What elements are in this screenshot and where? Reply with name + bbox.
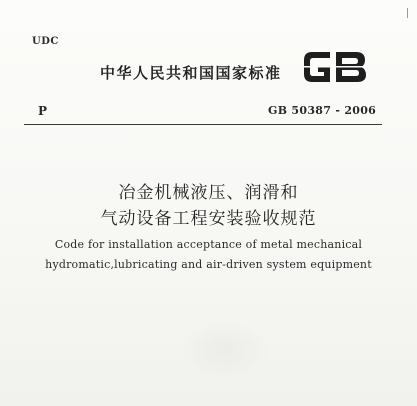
paper-smudge <box>180 320 270 380</box>
classification-code: P <box>38 104 48 118</box>
udc-label: UDC <box>32 36 59 47</box>
title-english-line2: hydromatic,lubricating and air-driven system equipment <box>45 258 372 271</box>
gb-logo-icon <box>300 44 370 90</box>
title-chinese-line1: 冶金机械液压、润滑和 <box>118 183 299 203</box>
title-english-line1: Code for installation acceptance of metal mechanical <box>54 238 363 251</box>
issuer-title: 中华人民共和国国家标准 <box>100 64 282 82</box>
gb-logo <box>300 44 370 90</box>
scan-mark <box>407 8 408 18</box>
header-divider <box>24 124 382 125</box>
standard-number: GB 50387 - 2006 <box>268 104 377 117</box>
title-chinese-line2: 气动设备工程安装验收规范 <box>100 209 317 229</box>
